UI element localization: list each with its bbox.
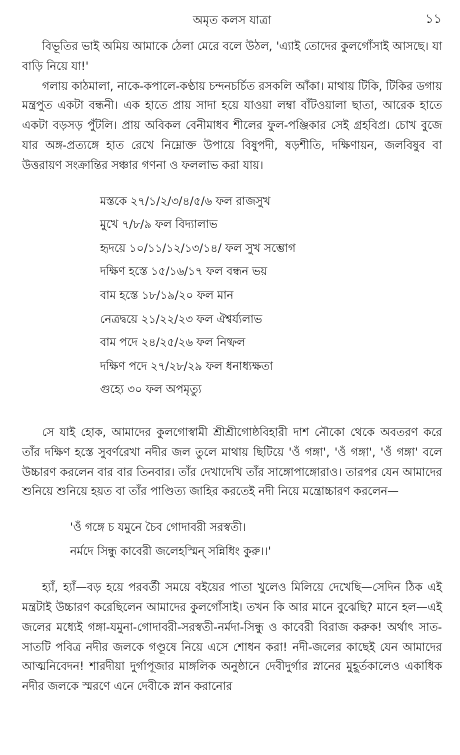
running-title: অমৃত কলস যাত্রা bbox=[192, 13, 272, 27]
list-item: মুখে ৭/৮/৯ ফল বিদ্যালাভ bbox=[100, 218, 218, 232]
body-part-list bbox=[100, 190, 442, 402]
paragraph-3: সে যাই হোক, আমাদের কুলগোস্বামী শ্রীশ্রীগোষ্ঠবিহারী দাশ নৌকো থেকে অবতরণ করে তাঁর দক্ষিণ হস্তে সুবর্ণরেখা নদীর জল তুলে মাথায় ছিটিয়ে 'ওঁ গঙ্গা', 'ওঁ গঙ্গা', 'ওঁ গঙ্গা' বলে উচ্চারণ করলেন বার বার তিনবার। তাঁর দেখাদেখি তাঁর সাঙ্গোপাঙ্গোরাও। তারপর যেন আমাদের শুনিয়ে শুনিয়ে হয়ত বা তাঁর পাণ্ডিত্য জাহির করতেই নদী নিয়ে মন্ত্রোচ্চারণ করলেন— bbox=[22, 425, 442, 499]
list-item: হৃদয়ে ১০/১১/১২/১৩/১৪/ ফল সুখ সম্ভোগ bbox=[100, 241, 296, 255]
list-item: বাম হস্তে ১৮/১৯/২০ ফল মান bbox=[100, 288, 234, 302]
paragraph-4: হ্যাঁ, হ্যাঁ—বড় হয়ে পরবর্তী সময়ে বইয়ের পাতা খুলেও মিলিয়ে দেখেছি—সেদিন ঠিক এই মন্ত্রটাই উচ্চারণ করেছিলেন আমাদের কুলগোঁসাই। তখন কি আর মানে বুঝেছি? মানে হল—এই জলের মধ্যেই গঙ্গা-যমুনা-গোদাবরী-সরস্বতী-নর্মদা-সিন্ধু ও কাবেরী বিরাজ করুক! অর্থাৎ সাত-সাতটি পবিত্র নদীর জলকে গণ্ডূষে নিয়ে এসে শোধন করা! নদী-জলের কাছেই যেন আমাদের আত্মনিবেদন! শারদীয়া দুর্গাপূজার মাঙ্গলিক অনুষ্ঠানে দেবীদুর্গার স্নানের মুহূর্তকালেও একাধিক নদীর জলকে স্মরণে এনে দেবীকে স্নান করানোর bbox=[22, 581, 442, 694]
page-header bbox=[22, 10, 442, 32]
list-item: দক্ষিণ পদে ২৭/২৮/২৯ ফল ধনাধ্যক্ষতা bbox=[100, 359, 273, 373]
list-item: নেত্রদ্বয়ে ২১/২২/২৩ ফল ঐশ্বর্য্যলাভ bbox=[100, 312, 263, 326]
list-item: বাম পদে ২৪/২৫/২৬ ফল নিষ্ফল bbox=[100, 336, 246, 350]
page-number: ১১ bbox=[425, 12, 442, 27]
list-item: গুহ্যে ৩০ ফল অপমৃত্যু bbox=[100, 383, 202, 397]
list-item: মস্তকে ২৭/১/২/৩/৪/৫/৬ ফল রাজসুখ bbox=[100, 194, 271, 208]
sanskrit-verse bbox=[70, 516, 442, 564]
paragraph-2: গলায় কাঠমালা, নাকে-কপালে-কণ্ঠায় চন্দনচর্চিত রসকলি আঁকা। মাথায় টিকি, টিকির ডগায় মন্ত্রপুত একটা বন্ধনী। এক হাতে প্রায় সাদা হয়ে যাওয়া লম্বা বাঁটওয়ালা ছাতা, আরেক হাতে একটা বড়সড় পুঁটলি। প্রায় অবিকল বেনীমাধব শীলের ফুল-পঞ্জিকার সেই গ্রহবিপ্র। চোখ বুজে যার অঙ্গ-প্রত্যঙ্গে হাত রেখে নিম্নোক্ত উপায়ে বিষুপদী, ষড়শীতি, দক্ষিণায়ন, জলবিষুব বা উত্তরায়ণ সংক্রান্তির সঞ্চার গণনা ও ফললাভ করা যায়। bbox=[22, 79, 442, 172]
paragraph-1: বিভূতির ভাই অমিয় আমাকে ঠেলা মেরে বলে উঠল, 'এ্যাই তোদের কুলগোঁসাই আসছে। যা বাড়ি নিয়ে যা!' bbox=[22, 40, 442, 73]
list-item: দক্ষিণ হস্তে ১৫/১৬/১৭ ফল বন্ধন ভয় bbox=[100, 265, 268, 279]
verse-line: নর্মদে সিন্ধু কাবেরী জলেহস্মিন্ সন্নিধিং কুরু।।' bbox=[70, 545, 272, 559]
verse-line: 'ওঁ গঙ্গে চ যমুনে চৈব গোদাবরী সরস্বতী। bbox=[70, 521, 247, 535]
